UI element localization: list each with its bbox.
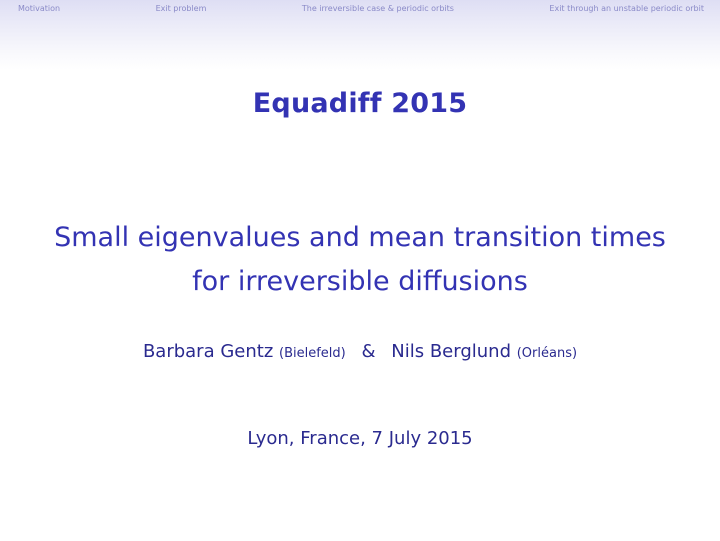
nav-item-irreversible-case[interactable]: The irreversible case & periodic orbits <box>301 4 454 13</box>
author-1-name: Barbara Gentz <box>142 341 274 362</box>
talk-title <box>0 216 720 304</box>
talk-title-line-1: Small eigenvalues and mean transition times <box>54 222 666 253</box>
author-separator: & <box>361 341 376 362</box>
slide-header <box>0 0 720 70</box>
author-2-name: Nils Berglund <box>391 341 511 362</box>
author-2-affiliation: (Orléans) <box>516 346 578 361</box>
nav-item-exit-problem[interactable]: Exit problem <box>155 4 207 13</box>
event-title: Equadiff 2015 <box>252 88 468 119</box>
nav-item-motivation[interactable]: Motivation <box>18 4 61 13</box>
venue-date: Lyon, France, 7 July 2015 <box>247 428 473 449</box>
author-1-affiliation: (Bielefeld) <box>279 346 346 361</box>
talk-title-line-2: for irreversible diffusions <box>192 266 528 297</box>
section-nav <box>0 4 720 13</box>
nav-item-unstable-periodic-orbit[interactable]: Exit through an unstable periodic orbit <box>549 4 704 13</box>
authors <box>0 341 720 362</box>
